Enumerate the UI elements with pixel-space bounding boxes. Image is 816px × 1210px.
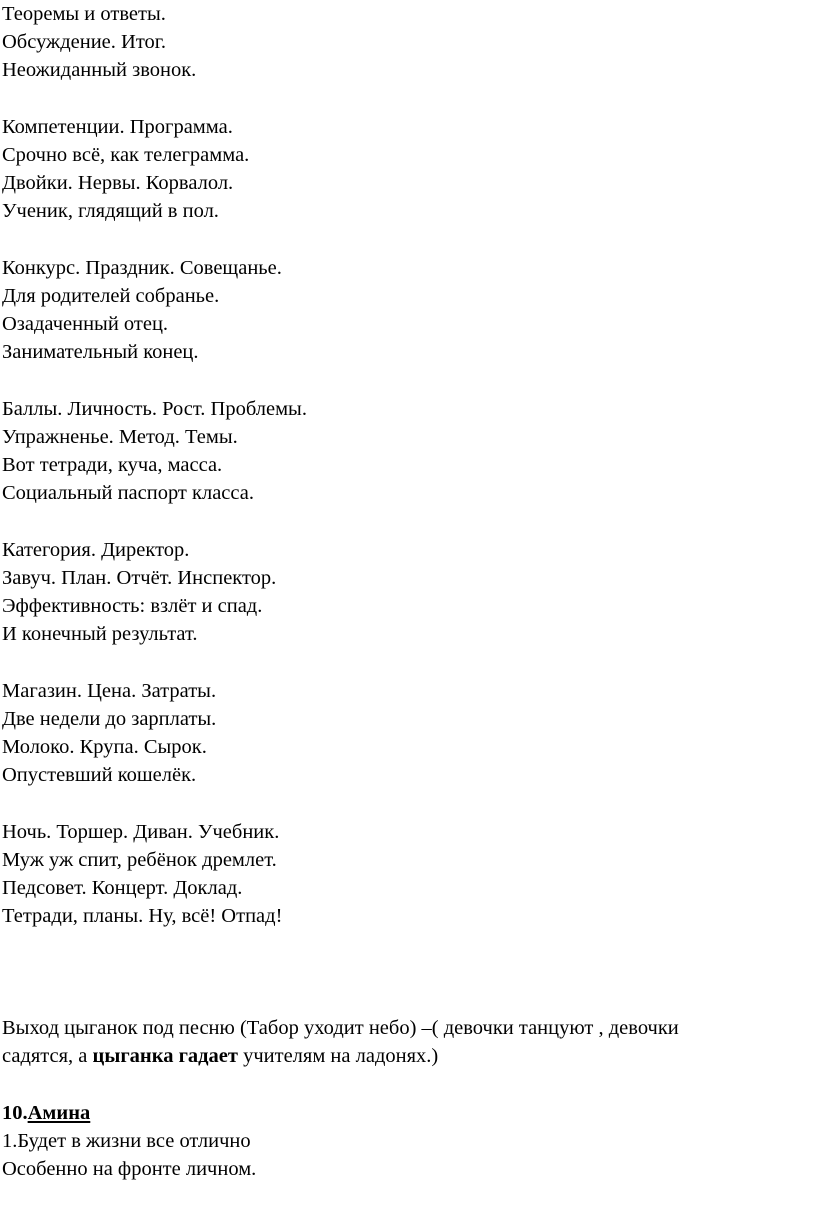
poem-line: Баллы. Личность. Рост. Проблемы. [2,398,307,420]
stage-direction-line: Выход цыганок под песню (Табор уходит небо) –( девочки танцуют , девочки [2,1017,679,1039]
stage-direction-emphasis: цыганка гадает [92,1045,238,1067]
poem-line: Ночь. Торшер. Диван. Учебник. [2,821,280,843]
poem-line: Ученик, глядящий в пол. [2,200,219,222]
poem-line: Эффективность: взлёт и спад. [2,595,263,617]
section-heading [2,1099,90,1127]
poem-line: Муж уж спит, ребёнок дремлет. [2,849,277,871]
poem-line: Категория. Директор. [2,539,190,561]
poem-line: Упражненье. Метод. Темы. [2,426,238,448]
stage-direction-text: учителям на ладонях.) [237,1045,439,1067]
section-name: Амина [27,1102,91,1124]
poem-line: Социальный паспорт класса. [2,482,254,504]
section-line: 1.Будет в жизни все отлично [2,1130,251,1152]
poem-line: Теоремы и ответы. [2,3,166,25]
poem-line: Озадаченный отец. [2,313,169,335]
poem-line: Две недели до зарплаты. [2,708,217,730]
poem-line: Срочно всё, как телеграмма. [2,144,250,166]
poem-line: Конкурс. Праздник. Совещанье. [2,257,282,279]
section-line: Особенно на фронте личном. [2,1158,257,1180]
poem-line: Завуч. План. Отчёт. Инспектор. [2,567,277,589]
poem-line: И конечный результат. [2,623,198,645]
stage-direction-line [2,1042,438,1070]
poem-line: Для родителей собранье. [2,285,220,307]
poem-line: Занимательный конец. [2,341,199,363]
poem-line: Вот тетради, куча, масса. [2,454,223,476]
poem-line: Педсовет. Концерт. Доклад. [2,877,243,899]
section-number: 10. [2,1102,28,1124]
poem-line: Компетенции. Программа. [2,116,233,138]
stage-direction-text: садятся, а [2,1045,93,1067]
poem-line: Двойки. Нервы. Корвалол. [2,172,234,194]
poem-line: Обсуждение. Итог. [2,31,166,53]
poem-line: Магазин. Цена. Затраты. [2,680,217,702]
poem-line: Тетради, планы. Ну, всё! Отпад! [2,905,283,927]
poem-line: Молоко. Крупа. Сырок. [2,736,207,758]
poem-line: Неожиданный звонок. [2,59,197,81]
poem-line: Опустевший кошелёк. [2,764,197,786]
